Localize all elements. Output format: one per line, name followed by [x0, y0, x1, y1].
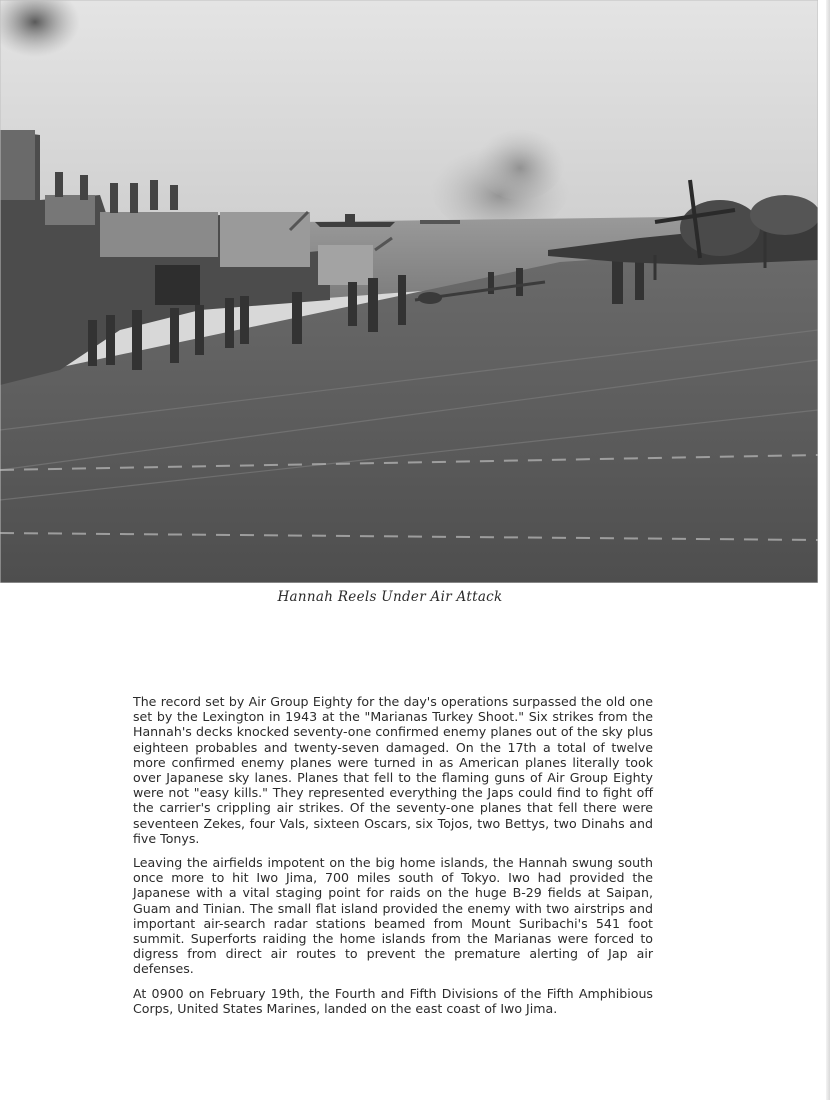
page-edge	[826, 0, 830, 1100]
paragraph-2: Leaving the airfields impotent on the big home islands, the Hannah swung south once more to hit Iwo Jima, 700 miles south of Tokyo. Iwo had provided the Japanese with a vital staging point for raids on the huge B-29 fields at Saipan, Guam and Tinian. The small flat island provided the enemy with two airstrips and important air-search radar stations beamed from Mount Suribachi's 541 foot summit. Superforts raiding the home islands from the Marianas were forced to digress from direct air routes to prevent the premature alerting of Jap air defenses.	[133, 855, 653, 977]
paragraph-3: At 0900 on February 19th, the Fourth and Fifth Divisions of the Fifth Amphibious Corps, United States Marines, landed on the east coast of Iwo Jima.	[133, 985, 653, 1016]
paragraph-1: The record set by Air Group Eighty for the day's operations surpassed the old one set by the Lexington in 1943 at the "Marianas Turkey Shoot." Six strikes from the Hannah's decks knocked seventy-one confirmed enemy planes out of the sky plus eighteen probables and twenty-seven damaged. On the 17th a total of twelve more confirmed enemy planes were turned in as American planes literally took over Japanese sky lanes. Planes that fell to the flaming guns of Air Group Eighty were not "easy kills." They represented everything the Japs could find to fight off the carrier's crippling air strikes. Of the seventy-one planes that fell there were seventeen Zekes, four Vals, sixteen Oscars, six Tojos, two Bettys, two Dinahs and five Tonys.	[133, 694, 653, 846]
article-body	[133, 694, 653, 1025]
photo-caption: Hannah Reels Under Air Attack	[277, 589, 503, 605]
